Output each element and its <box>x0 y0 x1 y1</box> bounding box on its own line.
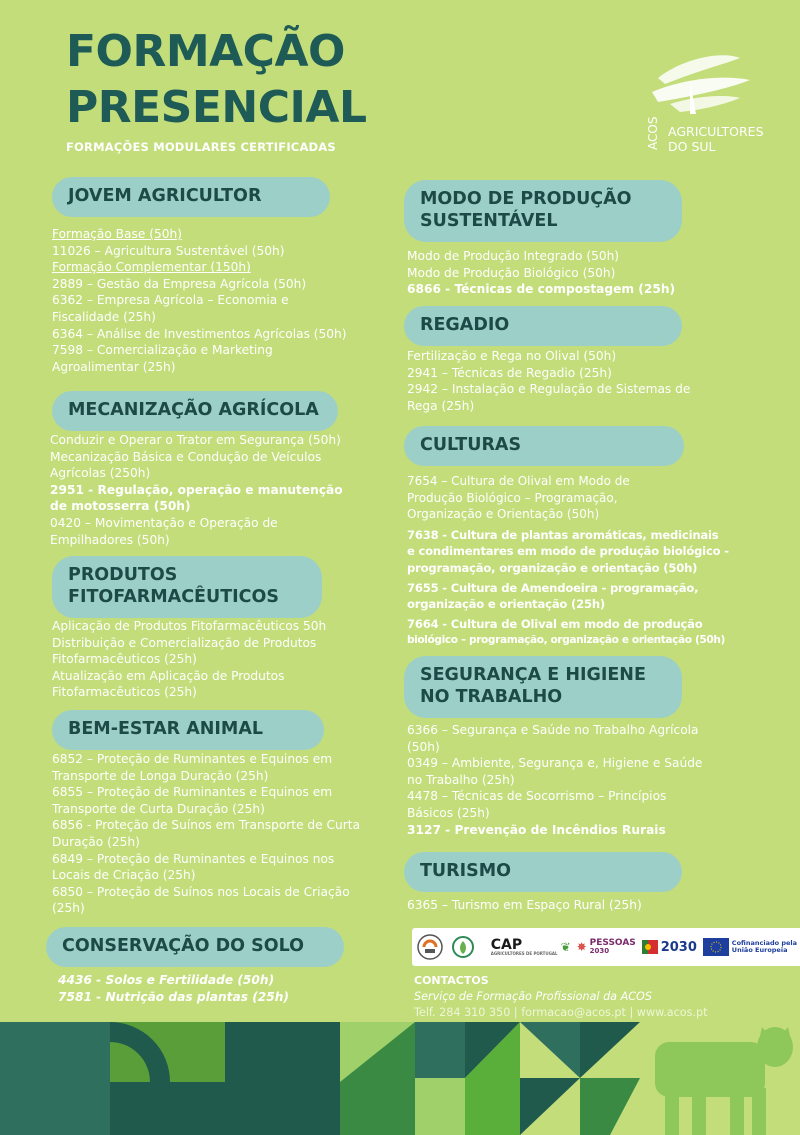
section-culturas <box>404 426 684 466</box>
portugal-2030-logo <box>642 940 697 955</box>
list-item: Duração (25h) <box>52 834 140 849</box>
cap-label: CAP <box>490 937 523 953</box>
list-culturas <box>407 473 729 649</box>
list-item: Organização e Orientação (50h) <box>407 507 600 522</box>
page-subtitle: FORMAÇÕES MODULARES CERTIFICADAS <box>66 140 336 154</box>
list-item: no Trabalho (25h) <box>407 772 515 787</box>
eu-line1: Cofinanciado pela <box>731 938 798 947</box>
list-item: 4436 - Solos e Fertilidade (50h) <box>58 973 275 987</box>
list-item: de motosserra (50h) <box>50 499 191 514</box>
list-item: 2889 – Gestão da Empresa Agrícola (50h) <box>52 276 307 291</box>
list-mecanizacao <box>50 432 343 548</box>
section-title: MECANIZAÇÃO AGRÍCOLA <box>68 400 319 420</box>
eu-flag-icon <box>703 938 729 956</box>
list-item: Atualização em Aplicação de Produtos <box>52 668 285 683</box>
list-item: 6365 – Turismo em Espaço Rural (25h) <box>407 898 642 912</box>
list-item: Distribuição e Comercialização de Produtos <box>52 635 317 650</box>
section-title: TURISMO <box>420 861 512 881</box>
certification-seal-icon <box>415 933 445 961</box>
section-bem-estar-animal <box>52 710 324 750</box>
section-seguranca <box>404 656 682 718</box>
list-item: 2941 – Técnicas de Regadio (25h) <box>407 365 612 380</box>
list-item: 7598 – Comercialização e Marketing <box>52 343 273 358</box>
list-item: Modo de Produção Biológico (50h) <box>407 265 616 280</box>
section-fitofarmaceuticos <box>52 556 322 618</box>
list-item: Básicos (25h) <box>407 805 490 820</box>
list-item: 6362 – Empresa Agrícola – Economia e <box>52 293 289 308</box>
pessoas-2030-logo <box>577 939 636 955</box>
section-title-line2: FITOFARMACÊUTICOS <box>68 587 279 607</box>
list-item: Transporte de Longa Duração (25h) <box>52 768 269 783</box>
list-item: Fitofarmacêuticos (25h) <box>52 652 197 667</box>
section-title-line1: SEGURANÇA E HIGIENE <box>420 665 646 685</box>
section-title-line1: PRODUTOS <box>68 565 178 585</box>
list-item: Modo de Produção Integrado (50h) <box>407 249 620 263</box>
portugal-flag-icon <box>642 940 658 954</box>
list-item: 6856 - Proteção de Suínos em Transporte de Curta <box>52 818 361 833</box>
list-item: (50h) <box>407 739 440 754</box>
list-item: Fertilização e Rega no Olival (50h) <box>407 349 617 363</box>
eu-logo <box>703 938 797 956</box>
section-title-line2: SUSTENTÁVEL <box>420 211 558 231</box>
list-item: 4478 – Técnicas de Socorrismo – Princípios <box>407 789 667 804</box>
list-item: 0349 – Ambiente, Segurança e, Higiene e Saúde <box>407 756 703 771</box>
list-item: 2951 - Regulação, operação e manutenção <box>50 482 343 497</box>
list-fitofarmaceuticos <box>52 618 326 701</box>
list-item: 0420 – Movimentação e Operação de <box>50 515 278 530</box>
contacts-service: Serviço de Formação Profissional da ACOS <box>414 990 652 1003</box>
page-title-line2: PRESENCIAL <box>66 82 367 133</box>
list-item: (25h) <box>52 901 85 916</box>
list-item: 6364 – Análise de Investimentos Agrícolas (50h) <box>52 326 347 341</box>
list-item: 6866 - Técnicas de compostagem (25h) <box>407 282 676 297</box>
list-item: Transporte de Curta Duração (25h) <box>52 801 265 816</box>
logo-line2: DO SUL <box>668 139 716 154</box>
list-item: 6852 – Proteção de Ruminantes e Equinos em <box>52 752 333 766</box>
list-item: 11026 – Agricultura Sustentável (50h) <box>52 243 285 258</box>
section-modo-producao <box>404 180 682 242</box>
list-item: Produção Biológico – Programação, <box>407 490 618 505</box>
section-mecanizacao <box>52 391 338 431</box>
list-modo-producao <box>407 248 675 298</box>
list-item: 6366 – Segurança e Saúde no Trabalho Agrícola <box>407 723 699 737</box>
section-title: CULTURAS <box>420 435 522 455</box>
contacts-info[interactable]: Telf. 284 310 350 | formacao@acos.pt | www.acos.pt <box>414 1006 708 1019</box>
list-item: Formação Complementar (150h) <box>52 260 251 275</box>
cap-logo <box>491 938 571 956</box>
eu-line2: União Europeia <box>731 946 788 954</box>
pessoas-label: PESSOAS <box>589 938 636 948</box>
section-title: JOVEM AGRICULTOR <box>68 186 262 206</box>
list-item: Aplicação de Produtos Fitofarmacêuticos 50h <box>52 619 327 633</box>
list-item: Fitofarmacêuticos (25h) <box>52 685 197 700</box>
list-item: Rega (25h) <box>407 398 475 413</box>
logo-line1: AGRICULTORES <box>668 124 764 139</box>
portugal-2030-label: 2030 <box>660 939 697 955</box>
logo-acos-text: ACOS <box>646 116 660 150</box>
list-item: 6855 – Proteção de Ruminantes e Equinos em <box>52 785 333 800</box>
section-conservacao-solo <box>46 927 344 967</box>
list-item: organização e orientação (25h) <box>407 597 606 612</box>
contacts-block <box>414 973 708 1021</box>
pessoas-star-icon: ✸ <box>576 940 587 954</box>
section-jovem-agricultor <box>52 177 330 217</box>
artificial-seal-icon <box>451 933 485 961</box>
list-item: Empilhadores (50h) <box>50 532 170 547</box>
list-item: e condimentares em modo de produção biológico - <box>407 544 729 559</box>
list-item: Agroalimentar (25h) <box>52 359 176 374</box>
list-item: 7664 - Cultura de Olival em modo de produção <box>407 616 703 631</box>
section-title-line1: MODO DE PRODUÇÃO <box>420 189 632 209</box>
section-title: CONSERVAÇÃO DO SOLO <box>62 936 305 956</box>
list-jovem-agricultor <box>52 226 347 375</box>
list-item: Mecanização Básica e Condução de Veículos <box>50 449 322 464</box>
list-item: biológico – programação, organização e orientação (50h) <box>407 634 725 647</box>
list-item: 7638 - Cultura de plantas aromáticas, medicinais <box>407 527 719 542</box>
list-item: Locais de Criação (25h) <box>52 868 196 883</box>
list-item: Agrícolas (250h) <box>50 466 151 481</box>
list-item: 7654 – Cultura de Olival em Modo de <box>407 474 630 488</box>
list-item: Fiscalidade (25h) <box>52 309 156 324</box>
section-regadio <box>404 306 682 346</box>
cap-sublabel: AGRICULTORES DE PORTUGAL <box>490 951 558 956</box>
logo-tagline <box>668 124 764 154</box>
footer-geometric-pattern <box>0 1022 800 1135</box>
page-title-line1: FORMAÇÃO <box>66 26 345 77</box>
pessoas-year: 2030 <box>589 947 610 955</box>
list-regadio <box>407 348 690 414</box>
list-item: 3127 - Prevenção de Incêndios Rurais <box>407 822 666 837</box>
list-conservacao-solo <box>58 972 289 1005</box>
list-seguranca <box>407 722 702 838</box>
leaf-icon: ❦ <box>560 940 571 954</box>
list-item: 7655 - Cultura de Amendoeira - programação, <box>407 580 699 595</box>
section-title: REGADIO <box>420 315 510 335</box>
list-bem-estar-animal <box>52 751 360 917</box>
list-item: 6850 – Proteção de Suínos nos Locais de Criação <box>52 884 350 899</box>
section-title-line2: NO TRABALHO <box>420 687 563 707</box>
list-item: 7581 - Nutrição das plantas (25h) <box>58 989 289 1004</box>
section-title: BEM-ESTAR ANIMAL <box>68 719 264 739</box>
list-item: 6849 – Proteção de Ruminantes e Equinos nos <box>52 851 335 866</box>
list-item: Formação Base (50h) <box>52 227 182 241</box>
list-turismo <box>407 897 642 914</box>
partners-bar <box>412 928 800 966</box>
list-item: programação, organização e orientação (50h) <box>407 560 698 575</box>
contacts-heading: CONTACTOS <box>414 974 489 987</box>
list-item: Conduzir e Operar o Trator em Segurança (50h) <box>50 433 341 447</box>
section-turismo <box>404 852 682 892</box>
list-item: 2942 – Instalação e Regulação de Sistemas de <box>407 382 691 397</box>
